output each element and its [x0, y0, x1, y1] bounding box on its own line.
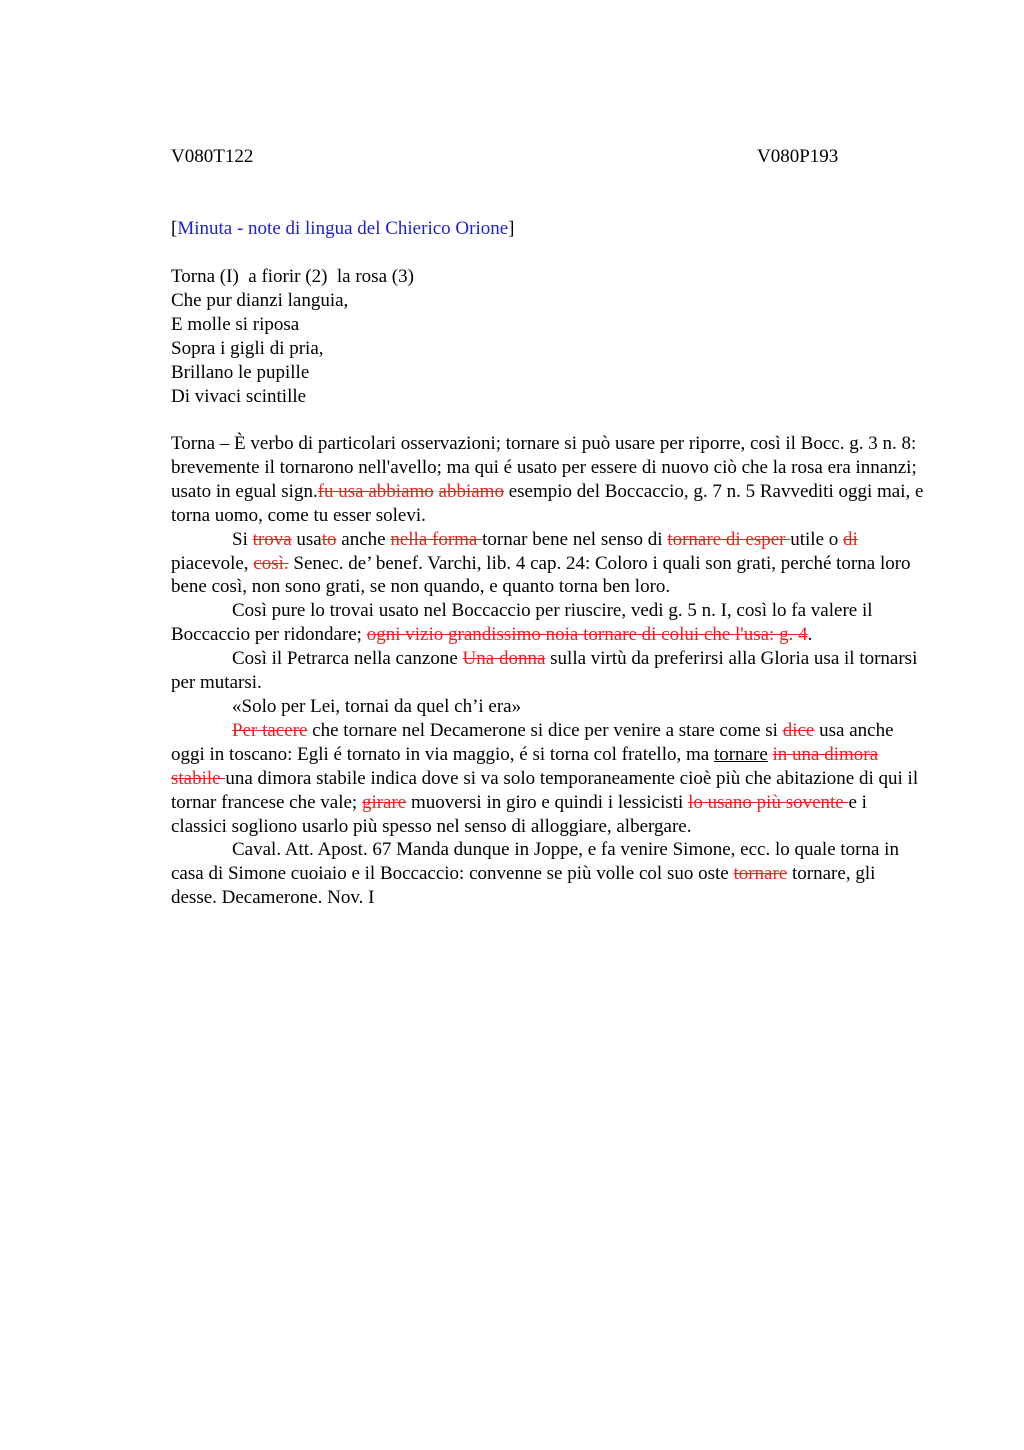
paragraph-cavalca	[171, 838, 926, 910]
text-run: che tornare nel Decamerone si dice per venire a stare come si	[307, 719, 783, 741]
text-run: e i classici sogliono usarlo più spesso nel senso di alloggiare, albergare.	[171, 791, 867, 837]
text-run: sulla virtù da preferirsi alla Gloria usa il tornarsi per mutarsi.	[171, 648, 918, 694]
text-run: Caval. Att. Apost. 67 Manda dunque in Joppe, e fa venire Simone, ecc. lo quale torna in casa di Simone cuoiaio e il Boccaccio: convenne se più volle col suo oste	[171, 839, 899, 885]
text-run: .	[807, 624, 813, 646]
deleted-text: Per tacere	[232, 719, 308, 741]
deleted-text: abbiamo	[438, 480, 504, 502]
notes-body	[171, 432, 926, 910]
deleted-text: tornare	[733, 863, 788, 885]
deleted-text: di	[843, 528, 858, 550]
deleted-text: trova	[252, 528, 292, 550]
document-heading	[171, 217, 515, 241]
poem-block	[171, 265, 414, 409]
text-run: usa	[291, 528, 322, 550]
paragraph-tornar-bene	[171, 528, 926, 600]
deleted-text: girare	[361, 791, 407, 813]
deleted-text: Una donna	[462, 648, 546, 670]
deleted-text: dice	[782, 719, 815, 741]
paragraph-quote	[171, 695, 926, 719]
text-run: una dimora stabile indica dove si va solo temporaneamente cioè più che abitazione di qui il tornar francese che vale;	[171, 767, 919, 813]
deleted-text: fu usa abbiamo	[317, 480, 434, 502]
text-run: usa anche oggi in toscano: Egli é tornato in via maggio, é si torna col fratello, ma	[171, 719, 894, 765]
page-code-right: V080P193	[757, 146, 839, 167]
deleted-text: ogni vizio grandissimo noia tornare di colui che l'usa: g. 4	[366, 624, 808, 646]
underlined-text: tornare	[713, 743, 768, 765]
deleted-text: tornare di esper	[667, 528, 791, 550]
heading-close-bracket: ]	[508, 218, 515, 239]
heading-title: Minuta - note di lingua del Chierico Orione	[177, 218, 509, 239]
text-run: muoversi in giro e quindi i lessicisti	[406, 791, 689, 813]
poem-line: Di vivaci scintille	[171, 386, 307, 407]
text-run: Così pure lo trovai usato nel Boccaccio per riuscire, vedi g. 5 n. I, così lo fa valere il Boccaccio per ridondare;	[171, 600, 873, 646]
poem-line: Brillano le pupille	[171, 362, 310, 383]
text-run: Così il Petrarca nella canzone	[232, 648, 463, 670]
paragraph-decamerone	[171, 719, 926, 839]
poem-line: Sopra i gigli di pria,	[171, 338, 324, 359]
deleted-text: così.	[253, 552, 289, 574]
poem-line: Torna (I) a fiorir (2) la rosa (3)	[171, 266, 414, 287]
text-run: utile o	[790, 528, 844, 550]
text-run: Senec. de’ benef. Varchi, lib. 4 cap. 24: Coloro i quali son grati, perché torna loro bene così, non sono grati, se non quando, e quanto torna ben loro.	[171, 552, 911, 598]
text-run: piacevole,	[171, 552, 254, 574]
deleted-text: to	[321, 528, 337, 550]
heading-open-bracket: [	[171, 218, 178, 239]
text-run: esempio del Boccaccio, g. 7 n. 5 Ravvediti oggi mai, e torna uomo, come tu esser solevi.	[171, 480, 924, 526]
paragraph-torna	[171, 432, 926, 528]
quote-text: «Solo per Lei, tornai da quel ch’i era»	[232, 695, 522, 717]
text-run: Si	[232, 528, 253, 550]
document-code-left: V080T122	[171, 146, 254, 167]
deleted-text: lo usano più sovente	[688, 791, 849, 813]
text-run: tornar bene nel senso di	[482, 528, 668, 550]
poem-line: Che pur dianzi languia,	[171, 290, 349, 311]
paragraph-riuscire	[171, 599, 926, 647]
text-run: tornare, gli desse. Decamerone. Nov. I	[171, 863, 876, 909]
text-run: Torna – È verbo di particolari osservazioni; tornare si può usare per riporre, così il Bocc. g. 3 n. 8: brevemente il tornarono nell'avello; ma qui é usato per essere di nuovo ciò che la rosa era innanzi; usato in egual sign.	[171, 433, 917, 502]
text-run: anche	[336, 528, 391, 550]
deleted-text: nella forma	[390, 528, 483, 550]
poem-line: E molle si riposa	[171, 314, 300, 335]
deleted-text: in una dimora stabile	[171, 743, 879, 789]
paragraph-petrarca	[171, 647, 926, 695]
